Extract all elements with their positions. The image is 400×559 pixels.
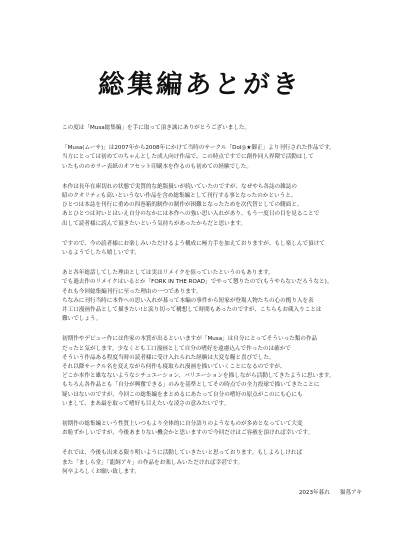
paragraph-5 xyxy=(62,269,362,324)
text-line: でも過去作のリメイクはいるとか「FORK IN THE ROAD」でやって懲りたので(もうやらないだろうなと)。 xyxy=(62,279,333,286)
text-line: ひとつは本誌を刊行に重めの四巻箱的制作の制作が困難となったためを次代替としての側面と、 xyxy=(62,202,303,209)
text-line: それも今回総集編刊行に至った理由の一つであります。 xyxy=(62,288,202,295)
text-line: 難いでしょう。 xyxy=(62,316,102,323)
text-line: 「Musa(ムーサ)」は2007年から2008年にかけて当時のサークル「Dol◎★御正」より刊行された作品です。 xyxy=(62,145,335,152)
paragraph-8 xyxy=(62,449,362,477)
signature xyxy=(62,489,362,498)
text-line: それ以降サークル名を変えながら何作も寝取られ漫画を描いていくことになるのですが、 xyxy=(62,364,286,371)
text-line: あと各年総話してした理由としては実はリメイクを狙っていたというのもあります。 xyxy=(62,270,274,277)
text-line: お恥ずかしいですが、今後あまりない機会かと思いますので今回だけはご容赦を頂ければ幸いです。 xyxy=(62,430,314,437)
text-line: 本作は長年在庫切れの状態で実質的な絶版扱いが続いていたのですが、なぜやら各誌の雑誌の xyxy=(62,183,297,190)
signature-author: 猫蔦アキ xyxy=(339,490,362,496)
text-line: 井工口漫画作品として描きたい!と涙り切って構想して時間もあったのですが、こちらもお蔵入りことは xyxy=(62,307,322,314)
paragraph-1 xyxy=(62,124,362,133)
text-line: どこか本作と雄なないようなシチュエーション、バリエーションを描しながら活動してきたように思います。 xyxy=(62,373,335,380)
text-line: 何卒よろしくお願い致します。 xyxy=(62,468,140,475)
text-line: ですので、今の読者様にお楽しみいただけるよう構成に極力手を加えておりますが、もし楽しんで頂けて xyxy=(62,240,325,247)
paragraph-7 xyxy=(62,420,362,438)
text-line: ちなみに刊行当時に本作への思い入れが募って本編の事件から短家が登場人物たちの心の拠り入を表 xyxy=(62,297,314,304)
signature-date: 2023年暮れ xyxy=(298,490,330,496)
text-line: もちろん各作品とも「自分が興奮できる」のみを基準としてその時点での全力投球で描いてきたことに xyxy=(62,382,320,389)
paragraph-4 xyxy=(62,240,362,258)
text-line: だったと気がします。少なくとも工口漫画として自分の嗜好を遠慮込んで作ったのは確かで xyxy=(62,345,291,352)
paragraph-2 xyxy=(62,144,362,172)
paragraph-3 xyxy=(62,183,362,229)
text-line: 昭のクオリティも高いというない作品を含め総集編として刊行する事となったのかというと、 xyxy=(62,193,297,200)
text-line: そういう作品ある程度当時の読者様に受け入れられた経験は大変な糧と喜びでした。 xyxy=(62,354,275,361)
text-line: 出して読者様に読んで頂きたいという気持ちがあったからだと思います。 xyxy=(62,220,247,227)
text-line: この度は「Musa総集編」を手に取って頂き誠にありがとうございました。 xyxy=(62,125,251,131)
text-line: いるようでしたら嬉しいです。 xyxy=(62,250,140,257)
text-line: 当方にとっては初めてのちゃんとした成人向け作品で、この時点ですでに創作同人界隈で活動はして xyxy=(62,154,314,161)
text-line: 初期作の総集編という性質上いつもより全体的に自分語りのようなものが多めとなっていて大変 xyxy=(62,421,303,428)
text-line: 疑いはないのですが、今回この総集編をまとめるにあたって自分の嗜好の原点がこのにも心にも xyxy=(62,391,303,398)
text-line: それでは、今後も出来る限り明いように活動していきたいと思っております。もしよろしければ xyxy=(62,450,303,457)
text-line: また「ましら堂」「龍飼アキ」の作品をお楽しみいただければ幸甚です。 xyxy=(62,459,244,466)
text-line: あとひとつは対いとはいえ自分のなかには本作への強い思い入れがあり、もう一度日の目を見ることで xyxy=(62,211,320,218)
page-title: 総集編あとがき xyxy=(97,70,303,100)
afterword-body xyxy=(62,124,362,488)
text-line: いまして、まあ最を取って嗜好も目えたいな凌さの意みたいです。 xyxy=(62,400,230,407)
text-line: いたもののカラー表紙のオフセット印刷本を作るのも初めての経験でした。 xyxy=(62,163,252,170)
paragraph-6 xyxy=(62,335,362,409)
text-line: 初期作やデビュー作には作家の本質が出るといいますが「Musa」は自分にとってそういった類の作品 xyxy=(62,336,318,343)
